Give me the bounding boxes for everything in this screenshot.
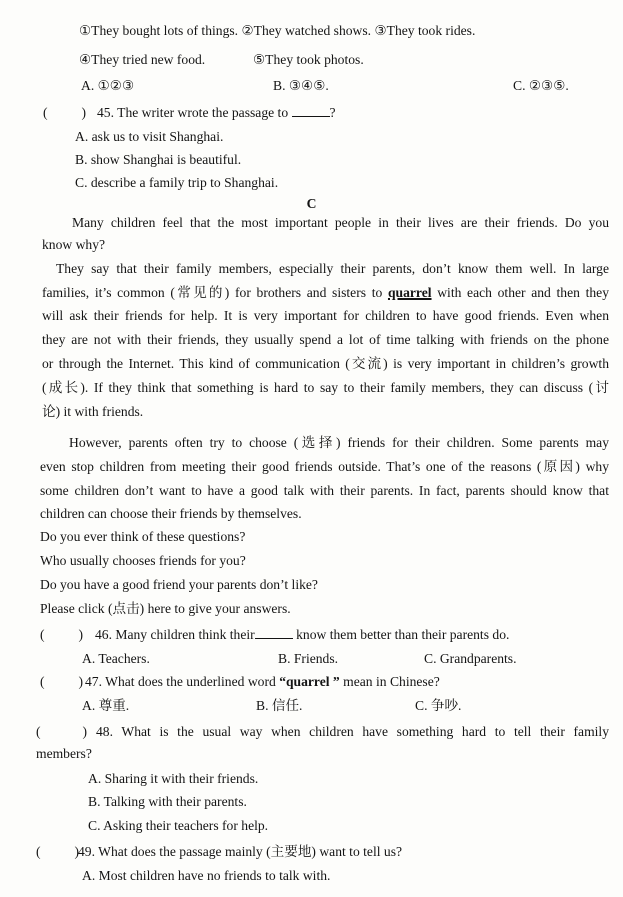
q47-option-b[interactable]: B. 信任. [256,698,303,713]
passage-p3-line-2: even stop children from meeting their good friends outside. That’s one of the reasons (原因) why [40,459,609,474]
passage-p2-line-1: They say that their family members, especially their parents, don’t know them well. In large [56,261,609,276]
passage-p1-line-1: Many children feel that the most important people in their lives are their friends. Do you [72,215,609,230]
q45-option-b[interactable]: B. show Shanghai is beautiful. [75,152,242,167]
q47-option-c[interactable]: C. 争吵. [415,698,462,713]
q46-stem-text: 46. Many children think their [95,627,255,642]
q48-stem-line-2: members? [36,746,92,761]
q47-paren-close: ) [78,674,84,689]
q46-paren-close: ) [78,627,84,642]
q45-option-c[interactable]: C. describe a family trip to Shanghai. [75,175,279,190]
passage-p3-line-1: However, parents often try to choose (选择) friends for their children. Some parents may [69,435,609,450]
q44-option-row-1: ①They bought lots of things. ②They watched shows. ③They took rides. [79,23,476,38]
passage-question-4: Please click (点击) here to give your answers. [40,601,291,616]
q48-option-a[interactable]: A. Sharing it with their friends. [88,771,259,786]
q46-stem [95,626,509,644]
q45-option-a[interactable]: A. ask us to visit Shanghai. [75,129,224,144]
passage-text: families, it’s common (常见的) for brothers and sisters to [42,285,383,300]
q45-answer-paren[interactable] [43,104,86,122]
q47-answer-paren[interactable] [40,673,83,691]
passage-question-3: Do you have a good friend your parents don’t like? [40,577,318,592]
passage-question-1: Do you ever think of these questions? [40,529,246,544]
q48-stem-line-1: 48. What is the usual way when children have something hard to tell their family [96,724,609,739]
q45-paren-open: ( [43,105,48,120]
passage-p2-line-5: or through the Internet. This kind of communication (交流) is very important in children’s growth [42,356,609,371]
q44-choice-a[interactable]: A. ①②③ [81,78,135,93]
q46-stem-end: know them better than their parents do. [296,627,510,642]
passage-p2-line-3: will ask their friends for help. It is very important for children to have good friends. Even when [42,308,609,323]
q47-stem-word: “quarrel ” [279,674,340,689]
q45-stem [97,104,336,122]
passage-p2-line-6: (成长). If they think that something is hard to say to their family members, they can discuss (讨 [42,380,609,395]
q46-option-b[interactable]: B. Friends. [278,651,339,666]
q47-stem [85,673,440,691]
q46-blank [255,626,293,639]
passage-question-2: Who usually chooses friends for you? [40,553,246,568]
q44-option-5: ⑤They took photos. [253,52,364,67]
q48-paren-open: ( [36,724,41,739]
q48-paren-close: ) [82,724,88,739]
q47-stem-text: 47. What does the underlined word [85,674,276,689]
q44-choice-c[interactable]: C. ②③⑤. [513,78,569,93]
passage-p2-line-7: 论) it with friends. [42,404,144,419]
q49-paren-open: ( [36,844,41,859]
q46-answer-paren[interactable] [40,626,83,644]
q48-option-c[interactable]: C. Asking their teachers for help. [88,818,269,833]
q49-option-a[interactable]: A. Most children have no friends to talk with. [82,868,331,883]
passage-text: with each other and then they [437,285,610,300]
q46-option-c[interactable]: C. Grandparents. [424,651,517,666]
q49-paren-close: ) [74,844,80,859]
q47-paren-open: ( [40,674,45,689]
q45-paren-close: ) [81,105,87,120]
q47-stem-end: mean in Chinese? [343,674,440,689]
passage-p2-line-4: they are not with their friends, they usually spend a lot of time talking with friends on the phone [42,332,609,347]
underlined-word-quarrel: quarrel [387,285,432,300]
q46-option-a[interactable]: A. Teachers. [82,651,150,666]
q44-choice-b[interactable]: B. ③④⑤. [273,78,329,93]
q45-stem-text: 45. The writer wrote the passage to [97,105,289,120]
q44-option-4: ④They tried new food. [79,52,206,67]
passage-p1-line-2: know why? [42,237,106,252]
q48-answer-paren[interactable] [36,723,87,741]
q45-blank [292,104,330,117]
passage-p3-line-4: children can choose their friends by themselves. [40,506,302,521]
q48-option-b[interactable]: B. Talking with their parents. [88,794,247,809]
q47-option-a[interactable]: A. 尊重. [82,698,130,713]
q49-answer-paren[interactable] [36,843,79,861]
section-label: C [306,196,317,211]
passage-p2-line-2 [42,284,609,302]
q49-stem: 49. What does the passage mainly (主要地) want to tell us? [78,844,403,859]
passage-p3-line-3: some children don’t want to have a good talk with their parents. In fact, parents should know that [40,483,609,498]
q46-paren-open: ( [40,627,45,642]
q45-stem-end: ? [329,105,336,120]
